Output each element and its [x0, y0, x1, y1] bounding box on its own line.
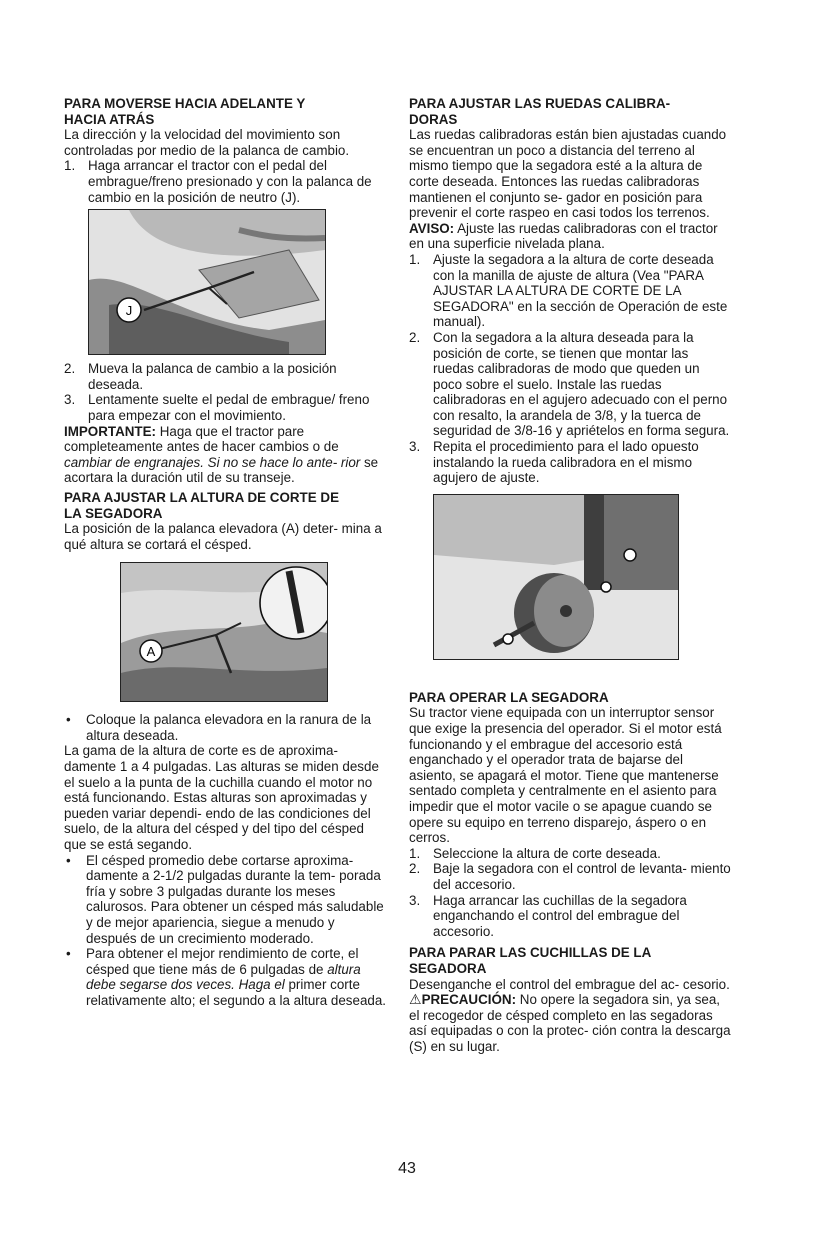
- section-title-stop-blades: PARA PARAR LAS CUCHILLAS DE LA SEGADORA: [409, 945, 652, 976]
- list-item: • Para obtener el mejor rendimiento de corte, el césped que tiene más de 6 pulgadas de altura debe segarse dos veces. Haga el primer corte relativamente alto; el segundo a la altura deseada.: [66, 946, 387, 1008]
- list-item: 2. Mueva la palanca de cambio a la posición deseada.: [64, 361, 337, 392]
- section-intro: La posición de la palanca elevadora (A) deter- mina a qué altura se cortará el césped.: [64, 521, 382, 552]
- list-item: 1. Haga arrancar el tractor con el pedal del embrague/freno presionado y con la palanca de cambio en la posición de neutro (J).: [64, 158, 372, 205]
- section-title-cut-height: PARA AJUSTAR LA ALTURA DE CORTE DE LA SEGADORA: [64, 489, 339, 521]
- list-item: • El césped promedio debe cortarse aproxima- damente a 2-1/2 pulgadas durante la tem- porada fría y sobre 3 pulgadas durante los meses calurosos. Para obtener un césped más saludable y de mejor apariencia, siegue a menudo y después de un crecimiento moderado.: [66, 852, 384, 946]
- list-item: 2. Con la segadora a la altura deseada para la posición de corte, se tienen que montar las ruedas calibradoras de modo que queden un poco sobre el suelo. Instale las ruedas calibradoras en el agujero adecuado con el perno con resalto, la arandela de 3/8, y la tuerca de seguridad de 3/8-16 y apriételos en forma segura.: [409, 329, 730, 439]
- important-note: IMPORTANTE: Haga que el tractor pare completeamente antes de hacer cambios o de cambiar de engranajes. Si no se hace lo ante- rior se acortara la duración util de su transeje.: [64, 423, 379, 486]
- section-title-gauge-wheels: PARA AJUSTAR LAS RUEDAS CALIBRA- DORAS: [409, 96, 671, 127]
- list-item: 3. Lentamente suelte el pedal de embrague/ freno para empezar con el movimiento.: [64, 392, 370, 423]
- section-intro: Su tractor viene equipada con un interruptor sensor que exige la presencia del operador. Si el motor está funcionando y el embrague del accesorio está enganchado y el operador trata de bajarse del asiento, se apagará el motor. Tiene que mantenerse sentado completa y centralmente en el asiento para impedir que el motor vacile o se apague cuando se opere su equipo en terreno disparejo, áspero o en cerros.: [409, 705, 722, 846]
- notice-note: AVISO: Ajuste las ruedas calibradoras con el tractor en una superficie nivelada plana.: [409, 220, 718, 252]
- figure-shift-lever: [88, 209, 326, 355]
- paragraph-cut-range: La gama de la altura de corte es de aproxima- damente 1 a 4 pulgadas. Las alturas se miden desde el suelo a la punta de la cuchilla cuando el motor no está funcionando. Estas alturas son aproximadas y pueden variar dependi- endo de las condiciones del suelo, de la altura del césped y del tipo del césped que se está segando.: [64, 743, 379, 853]
- figure-label-a: A: [146, 644, 156, 660]
- caution-note: ⚠PRECAUCIÓN: No opere la segadora sin, ya sea, el recogedor de césped completo en las segadoras así equipadas o con la protec- ción contra la descarga (S) en su lugar.: [409, 991, 731, 1054]
- figure-gauge-wheel: [433, 494, 679, 660]
- left-column: [64, 96, 386, 1009]
- figure-lift-lever: [120, 562, 328, 702]
- list-item: 3. Repita el procedimiento para el lado opuesto instalando la rueda calibradora en el mismo agujero de ajuste.: [409, 439, 699, 486]
- list-item: • Coloque la palanca elevadora en la ranura de la altura deseada.: [66, 712, 372, 743]
- section-intro: Las ruedas calibradoras están bien ajustadas cuando se encuentran un poco a distancia del terreno al mismo tiempo que la segadora esté a la altura de corte deseada. Entonces las ruedas calibradoras mantienen el conjunto se- gador en posición para prevenir el corte raspeo en casi todos los terrenos.: [409, 127, 727, 221]
- shift-lever-illustration: [89, 210, 325, 354]
- lift-lever-illustration: [121, 563, 327, 701]
- list-item: 2. Baje la segadora con el control de levanta- miento del accesorio.: [409, 861, 731, 892]
- page-number: 43: [398, 1160, 416, 1177]
- list-item: 3. Haga arrancar las cuchillas de la segadora enganchando el control del embrague del accesorio.: [409, 892, 687, 939]
- section-title-operate-mower: PARA OPERAR LA SEGADORA: [409, 689, 609, 705]
- gauge-wheel-illustration: [434, 495, 678, 659]
- figure-label-j: J: [125, 303, 133, 319]
- list-item: 1. Seleccione la altura de corte deseada.: [409, 845, 661, 861]
- section-intro: La dirección y la velocidad del movimiento son controladas por medio de la palanca de cambio.: [64, 127, 350, 158]
- list-item: 1. Ajuste la segadora a la altura de corte deseada con la manilla de ajuste de altura (Vea "PARA AJUSTAR LA ALTURA DE CORTE DE LA SEGADORA" en la sección de Operación de este manual).: [409, 251, 728, 330]
- right-column: [409, 96, 732, 1055]
- section-intro: Desenganche el control del embrague del ac- cesorio.: [409, 976, 730, 992]
- warning-icon: ⚠: [409, 991, 422, 1008]
- section-title-forward-reverse: PARA MOVERSE HACIA ADELANTE Y HACIA ATRÁS: [64, 96, 306, 127]
